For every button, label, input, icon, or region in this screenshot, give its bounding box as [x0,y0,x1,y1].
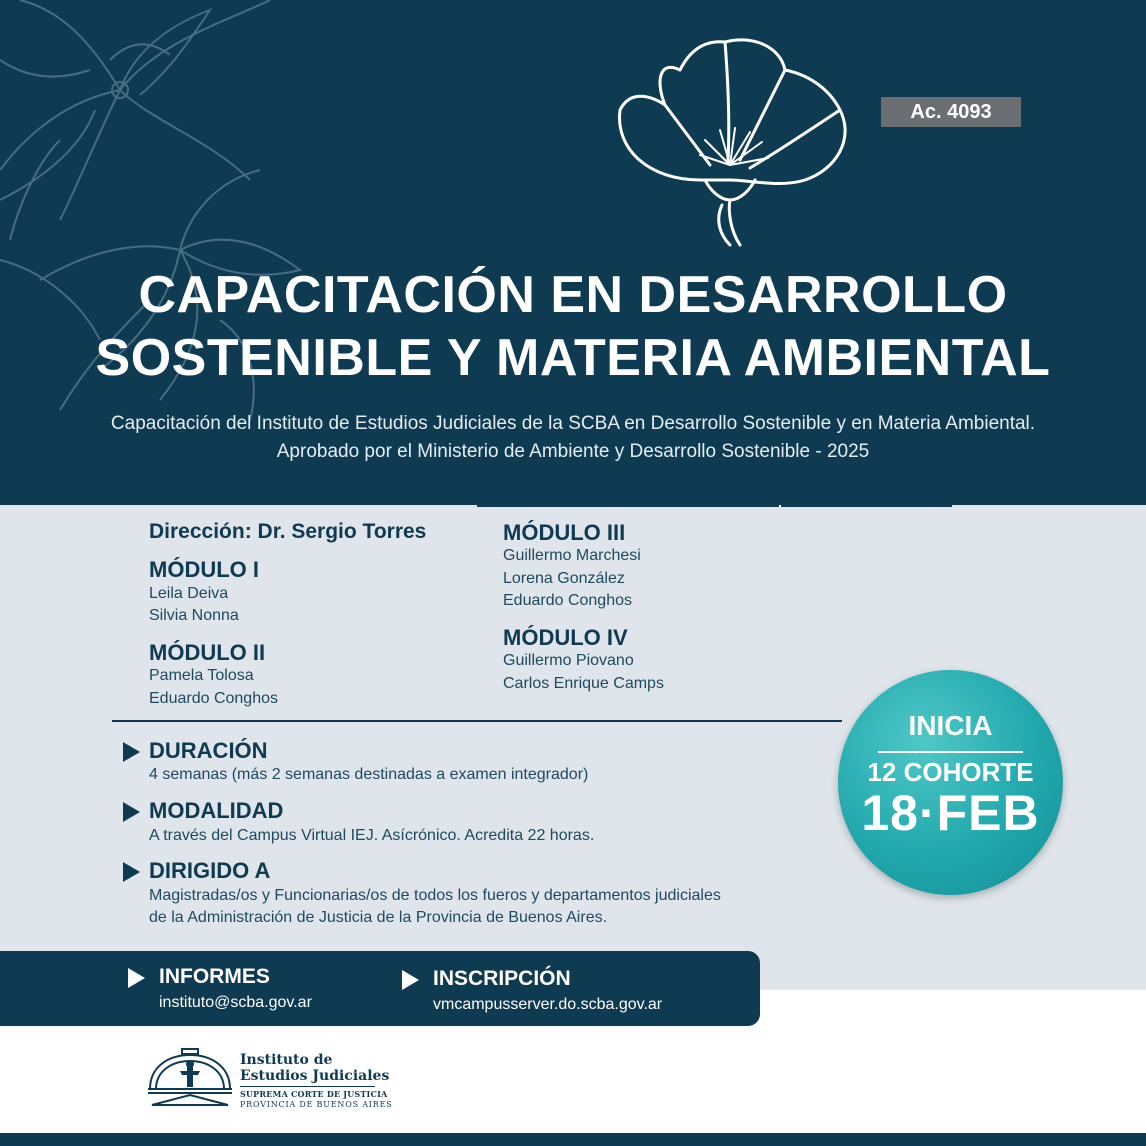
module-4-title: MÓDULO IV [503,625,628,650]
subtitle-line-2: Aprobado por el Ministerio de Ambiente y Desarrollo Sostenible - 2025 [276,441,870,462]
module-3-title: MÓDULO III [503,520,626,545]
audience-text-line-1: Magistradas/os y Funcionarias/os de todos los fueros y departamentos judiciales [149,887,721,904]
inscripcion-title: INSCRIPCIÓN [433,967,571,990]
module-3-name: Guillermo Marchesi [503,547,641,564]
module-3-name: Lorena González [503,570,625,587]
section-divider [112,720,842,722]
module-2-name: Eduardo Conghos [149,690,278,707]
bottom-strip [0,1133,1146,1146]
play-arrow-icon [402,970,419,990]
subtitle-line-1: Capacitación del Instituto de Estudios Judiciales de la SCBA en Desarrollo Sostenible y en Materia Ambiental. [110,413,1036,434]
logo-text-line-1: Instituto de [240,1052,333,1068]
logo-divider [240,1086,375,1087]
module-1-title: MÓDULO I [149,557,259,582]
modality-title: MODALIDAD [149,798,284,823]
duration-text: 4 semanas (más 2 semanas destinadas a examen integrador) [149,766,589,783]
start-divider [878,751,1023,753]
contact-bar [0,951,760,1026]
play-arrow-icon [123,802,140,822]
start-date: 18·FEB [861,785,1040,841]
logo-text-line-2: Estudios Judiciales [240,1068,390,1084]
audience-text-line-2: de la Administración de Justicia de la Provincia de Buenos Aires. [149,909,608,926]
lily-flowers-illustration [0,0,420,460]
logo-text-line-4: PROVINCIA DE BUENOS AIRES [240,1100,393,1109]
logo-text-line-3: SUPREMA CORTE DE JUSTICIA [240,1089,388,1099]
start-label: INICIA [908,710,993,741]
cohort-label: 12 COHORTE [867,757,1034,787]
header-panel [0,0,1146,505]
divider-tick [779,505,781,508]
agreement-badge: Ac. 4093 [881,97,1021,127]
module-1-name: Silvia Nonna [149,607,239,624]
institute-logo-icon [146,1047,234,1109]
module-1-name: Leila Deiva [149,585,229,602]
module-4-name: Guillermo Piovano [503,652,634,669]
module-2-title: MÓDULO II [149,640,266,665]
divider [477,505,952,507]
title-line-2: SOSTENIBLE Y MATERIA AMBIENTAL [95,329,1051,387]
module-2-name: Pamela Tolosa [149,667,254,684]
poppy-flower-illustration [610,30,860,250]
module-3-name: Eduardo Conghos [503,592,632,609]
inscripcion-url-link[interactable]: vmcampusserver.do.scba.gov.ar [433,996,663,1013]
informes-title: INFORMES [159,965,270,988]
play-arrow-icon [128,968,145,988]
play-arrow-icon [123,742,140,762]
audience-title: DIRIGIDO A [149,858,271,883]
informes-email-link[interactable]: instituto@scba.gov.ar [159,994,312,1011]
module-4-name: Carlos Enrique Camps [503,675,664,692]
title-line-1: CAPACITACIÓN EN DESARROLLO [138,266,1008,324]
duration-title: DURACIÓN [149,738,268,763]
direction-label: Dirección: Dr. Sergio Torres [149,520,427,543]
modality-text: A través del Campus Virtual IEJ. Asícrónico. Acredita 22 horas. [149,827,595,844]
play-arrow-icon [123,862,140,882]
